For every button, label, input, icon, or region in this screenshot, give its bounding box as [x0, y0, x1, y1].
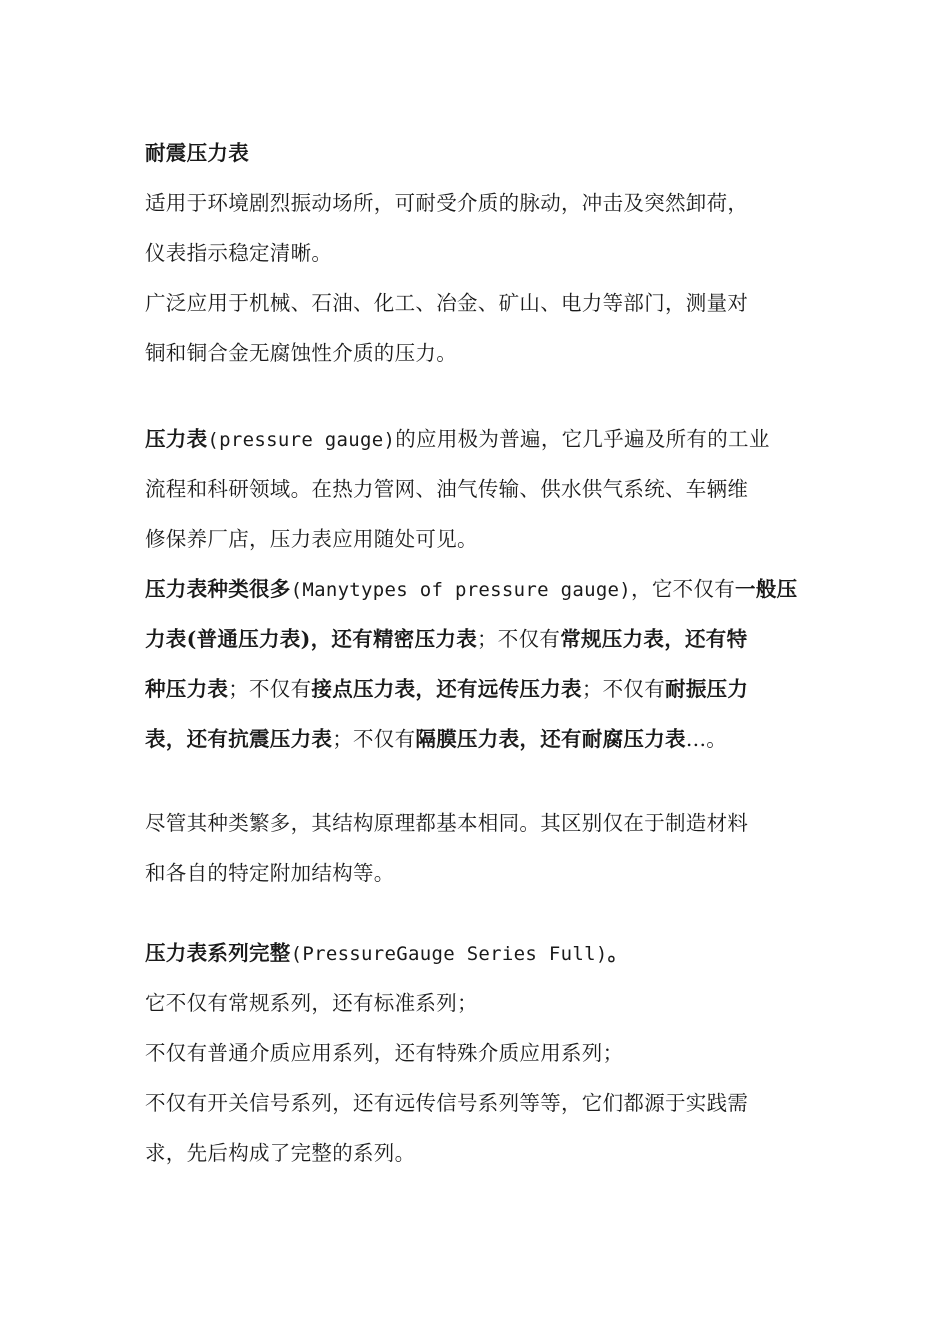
paragraph-line: 不仅有开关信号系列，还有远传信号系列等等，它们都源于实践需	[145, 1091, 749, 1115]
paragraph-line	[145, 714, 810, 764]
text-run: ；不仅有	[332, 727, 416, 751]
english-term: (pressure gauge)	[207, 429, 396, 451]
paragraph-line	[145, 564, 810, 614]
paragraph-line	[145, 614, 810, 664]
paragraph-line: 流程和科研领域。在热力管网、油气传输、供水供气系统、车辆维	[145, 477, 749, 501]
bold-term: 接点压力表，还有远传压力表	[311, 677, 582, 701]
bold-term: 压力表	[145, 427, 208, 451]
text-run: ；不仅有	[228, 677, 312, 701]
text-run: ，它不仅有	[631, 577, 736, 601]
paragraph-line	[145, 664, 810, 714]
bold-term: 表，还有抗震压力表	[145, 727, 333, 751]
bold-term: 力表(普通压力表)，还有精密压力表	[145, 627, 477, 651]
text-run: ；不仅有	[581, 677, 666, 701]
english-term: (Manytypes of pressure gauge)	[290, 579, 632, 601]
paragraph-line: 它不仅有常规系列，还有标准系列；	[145, 991, 478, 1015]
document-page	[145, 128, 810, 1178]
bold-term: 种压力表	[145, 677, 229, 701]
bold-term: 压力表种类很多	[145, 577, 291, 601]
text-run: ；不仅有	[477, 627, 561, 651]
text-run: 的应用极为普遍，它几乎遍及所有的工业	[395, 427, 770, 451]
bold-term: 一般压	[735, 577, 798, 601]
paragraph-line	[145, 414, 810, 464]
section-title-series	[145, 928, 810, 978]
bold-term: 耐振压力	[665, 677, 749, 701]
paragraph-line: 广泛应用于机械、石油、化工、冶金、矿山、电力等部门，测量对	[145, 291, 749, 315]
section-gap	[145, 378, 810, 414]
paragraph-line: 仪表指示稳定清晰。	[145, 241, 333, 265]
paragraph-line: 求，先后构成了完整的系列。	[145, 1141, 416, 1165]
bold-term: 隔膜压力表，还有耐腐压力表	[415, 727, 686, 751]
english-term: (PressureGauge Series Full)	[290, 943, 608, 965]
paragraph-line: 和各自的特定附加结构等。	[145, 861, 395, 885]
text-run: 。	[607, 941, 629, 965]
bold-term: 常规压力表，还有特	[560, 627, 748, 651]
section-title-seismic-gauge: 耐震压力表	[145, 141, 249, 165]
section-gap	[145, 764, 810, 798]
paragraph-line: 尽管其种类繁多，其结构原理都基本相同。其区别仅在于制造材料	[145, 811, 749, 835]
paragraph-line: 不仅有普通介质应用系列，还有特殊介质应用系列；	[145, 1041, 624, 1065]
paragraph-line: 修保养厂店，压力表应用随处可见。	[145, 527, 478, 551]
bold-term: 压力表系列完整	[145, 941, 291, 965]
text-run: ...。	[685, 727, 728, 751]
paragraph-line: 适用于环境剧烈振动场所，可耐受介质的脉动，冲击及突然卸荷，	[145, 191, 749, 215]
paragraph-line: 铜和铜合金无腐蚀性介质的压力。	[145, 341, 457, 365]
section-gap	[145, 898, 810, 928]
